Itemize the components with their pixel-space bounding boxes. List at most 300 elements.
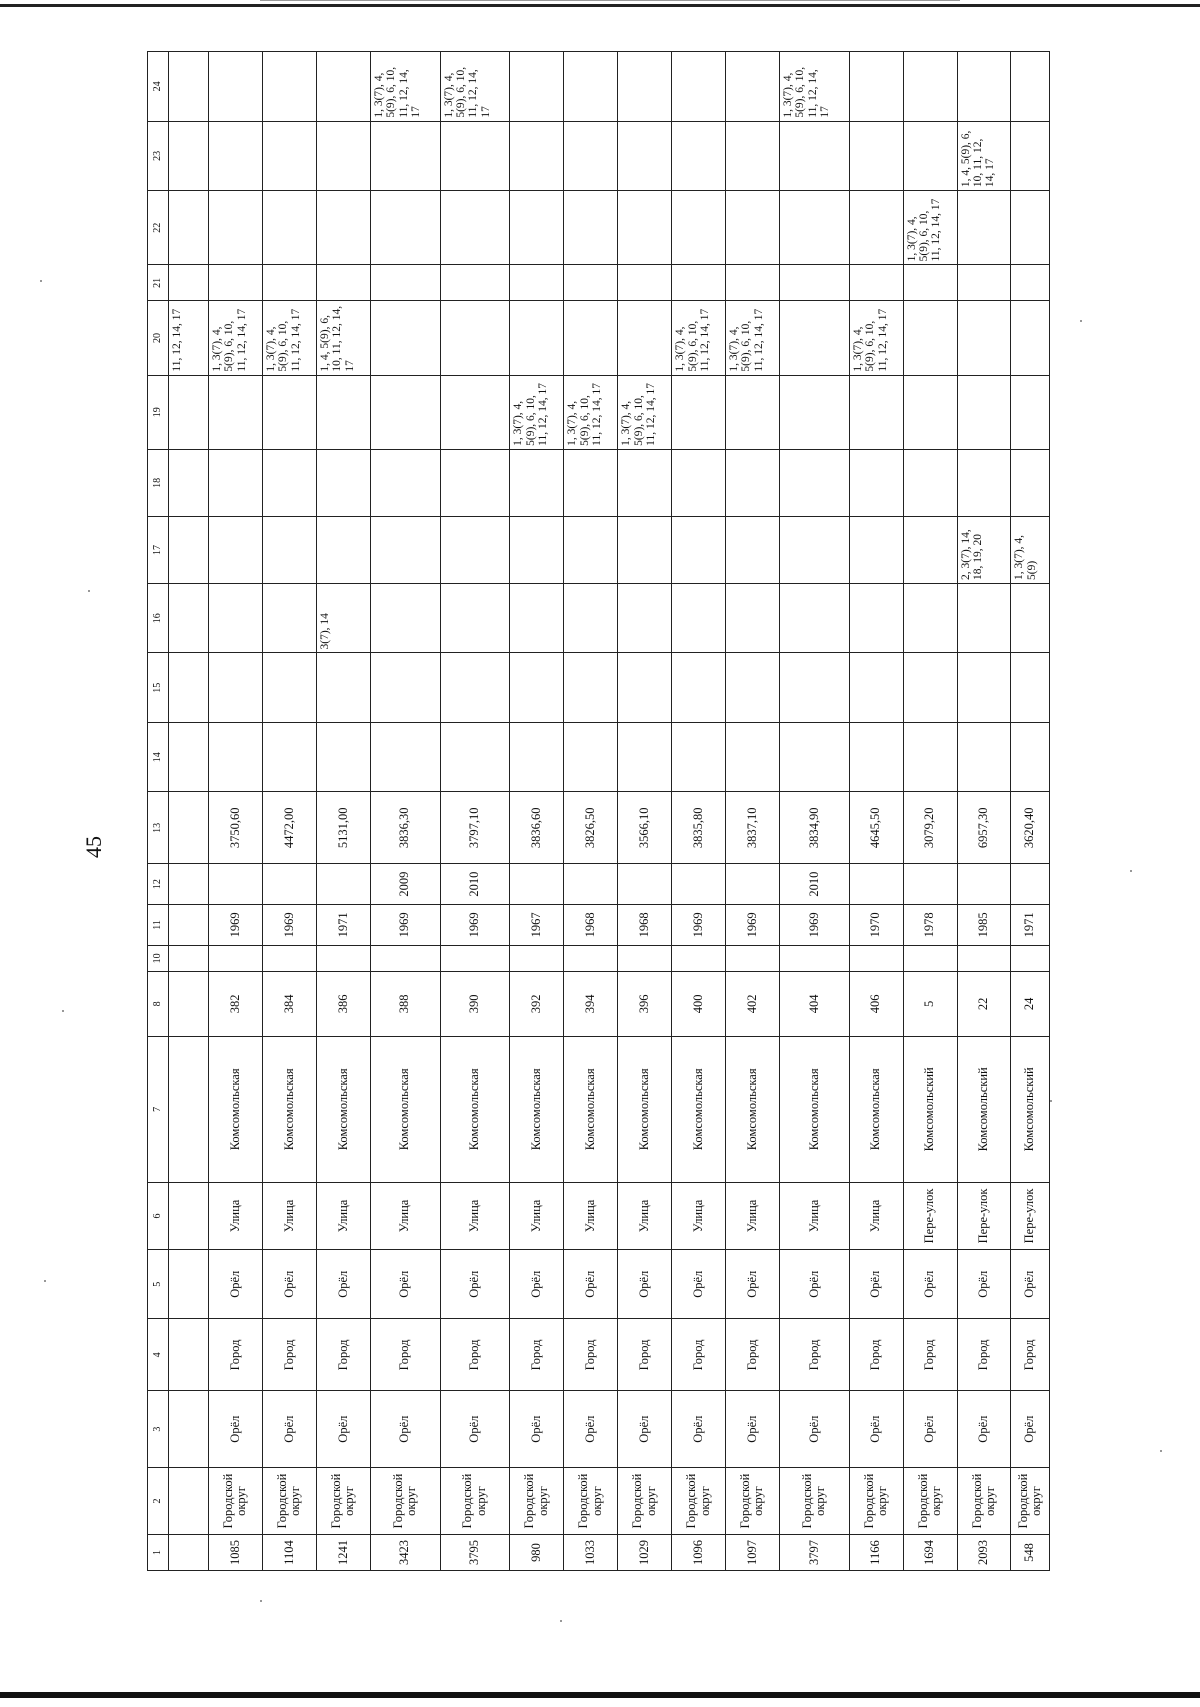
table-cell: 3836,30 [370,792,440,864]
table-cell [169,121,209,190]
table-cell [262,722,316,791]
table-cell [440,375,510,449]
table-cell [726,265,780,301]
table-cell: Город [262,1319,316,1391]
table-cell [169,792,209,864]
table-cell [262,864,316,905]
table-cell: 396 [618,972,672,1037]
table-cell: 1, 3(7), 4, 5(9), 6, 10, 11, 12, 14, 17 [903,191,957,265]
column-number-header: 21 [148,265,169,301]
table-row [672,52,726,1571]
table-cell [510,121,564,190]
table-cell [618,945,672,971]
table-cell: Орёл [1011,1249,1050,1318]
page-number: 45 [81,836,106,858]
table-cell [169,265,209,301]
table-cell [618,653,672,722]
table-cell: 1, 3(7), 4, 5(9), 6, 10, 11, 12, 14, 17 [849,301,903,375]
table-cell: Орёл [316,1249,370,1318]
table-cell [209,516,263,583]
table-cell [209,52,263,122]
table-cell: Улица [849,1182,903,1249]
table-cell [440,449,510,516]
table-cell [1011,121,1050,190]
table-cell [370,653,440,722]
table-cell: 382 [209,972,263,1037]
table-cell [510,653,564,722]
table-cell [262,191,316,265]
table-cell [169,1535,209,1571]
table-cell [262,121,316,190]
table-cell [849,516,903,583]
table-cell: Улица [779,1182,849,1249]
table-cell [564,191,618,265]
table-cell: 1, 4, 5(9), 6, 10, 11, 12, 14, 17 [316,301,370,375]
table-cell: Орёл [957,1391,1011,1468]
table-cell: Комсомольская [262,1036,316,1182]
table-cell [672,52,726,122]
table-cell [726,375,780,449]
table-cell: Городской округ [903,1467,957,1534]
table-cell [779,653,849,722]
table-cell [370,301,440,375]
table-cell [618,121,672,190]
table-cell [726,945,780,971]
table-cell [316,121,370,190]
table-cell: Орёл [440,1249,510,1318]
table-cell: 1969 [672,905,726,946]
table-cell [903,516,957,583]
table-cell [209,121,263,190]
table-cell: Орёл [672,1249,726,1318]
table-cell [849,52,903,122]
table-cell: Городской округ [849,1467,903,1534]
table-cell [316,52,370,122]
table-cell: 1085 [209,1535,263,1571]
table-cell [564,864,618,905]
table-cell [169,584,209,653]
table-cell: Городской округ [726,1467,780,1534]
table-cell: Улица [440,1182,510,1249]
table-cell [510,945,564,971]
table-row [262,52,316,1571]
table-cell: Улица [726,1182,780,1249]
table-cell [779,449,849,516]
table-cell: Орёл [779,1391,849,1468]
table-cell [726,449,780,516]
scan-speck [1080,320,1082,322]
table-cell [510,191,564,265]
table-cell [779,265,849,301]
table-cell: 3834,90 [779,792,849,864]
table-cell [957,301,1011,375]
table-cell: 1, 3(7), 4, 5(9) [1011,516,1050,583]
table-cell [169,375,209,449]
table-cell [618,52,672,122]
table-cell: Комсомольская [779,1036,849,1182]
column-number-header: 6 [148,1182,169,1249]
table-row [957,52,1011,1571]
table-cell: Город [510,1319,564,1391]
table-cell: 3423 [370,1535,440,1571]
table-cell: 402 [726,972,780,1037]
table-cell: Комсомольская [672,1036,726,1182]
table-cell: Комсомольская [316,1036,370,1182]
table-row [618,52,672,1571]
table-cell: 394 [564,972,618,1037]
table-cell [370,945,440,971]
table-cell [849,584,903,653]
table-row [510,52,564,1571]
table-cell [169,1182,209,1249]
table-cell [564,516,618,583]
table-cell [169,449,209,516]
table-cell: 1978 [903,905,957,946]
table-cell [262,265,316,301]
table-cell: 3566,10 [618,792,672,864]
scan-speck [40,280,42,282]
table-cell [169,972,209,1037]
table-cell [957,449,1011,516]
table-cell: 5131,00 [316,792,370,864]
rotated-table-wrapper [147,51,1050,1571]
table-cell: 3826,50 [564,792,618,864]
table-cell: 1969 [440,905,510,946]
table-cell [564,121,618,190]
table-cell [903,375,957,449]
table-cell [440,516,510,583]
column-number-header: 10 [148,945,169,971]
table-cell [849,653,903,722]
table-cell: 1, 3(7), 4, 5(9), 6, 10, 11, 12, 14, 17 [440,52,510,122]
table-cell [316,945,370,971]
table-cell: Город [672,1319,726,1391]
table-cell [564,52,618,122]
table-cell: 1, 3(7), 4, 5(9), 6, 10, 11, 12, 14, 17 [564,375,618,449]
table-cell: 1, 3(7), 4, 5(9), 6, 10, 11, 12, 14, 17 [672,301,726,375]
column-number-header: 3 [148,1391,169,1468]
table-cell: Улица [316,1182,370,1249]
table-cell [169,191,209,265]
table-cell [726,584,780,653]
scan-speck [1130,870,1132,872]
table-cell: Орёл [618,1249,672,1318]
table-cell [370,722,440,791]
table-cell [618,265,672,301]
table-cell [316,864,370,905]
table-cell [672,653,726,722]
table-cell: 1969 [209,905,263,946]
table-cell [440,722,510,791]
table-cell: 3837,10 [726,792,780,864]
table-cell: 24 [1011,972,1050,1037]
table-cell: Город [1011,1319,1050,1391]
table-cell: 1029 [618,1535,672,1571]
table-cell: Пере-улок [1011,1182,1050,1249]
table-cell: Городской округ [672,1467,726,1534]
table-cell [169,722,209,791]
table-cell [262,375,316,449]
table-cell [209,864,263,905]
table-cell: Орёл [1011,1391,1050,1468]
table-cell: Орёл [564,1249,618,1318]
table-cell [672,945,726,971]
table-cell: Комсомольская [510,1036,564,1182]
table-cell [779,516,849,583]
table-cell [440,121,510,190]
table-cell: 4645,50 [849,792,903,864]
table-cell [169,516,209,583]
table-cell: Город [316,1319,370,1391]
scan-speck [1160,1450,1162,1452]
column-number-header: 5 [148,1249,169,1318]
table-cell: Городской округ [1011,1467,1050,1534]
table-cell: 384 [262,972,316,1037]
table-cell [672,191,726,265]
table-cell [957,375,1011,449]
table-cell: Городской округ [618,1467,672,1534]
table-cell [370,191,440,265]
table-cell: 1968 [618,905,672,946]
table-cell [726,653,780,722]
table-cell [510,449,564,516]
table-cell: Городской округ [440,1467,510,1534]
table-cell [209,265,263,301]
table-cell: Орёл [903,1249,957,1318]
table-cell [957,653,1011,722]
table-cell: 548 [1011,1535,1050,1571]
column-number-header: 13 [148,792,169,864]
table-cell: 2010 [440,864,510,905]
table-cell: Орёл [618,1391,672,1468]
table-cell: Город [370,1319,440,1391]
scan-bottom-border [0,1692,1200,1698]
scan-speck [260,1600,262,1602]
table-cell [903,265,957,301]
table-cell: 1971 [1011,905,1050,946]
table-cell: 1104 [262,1535,316,1571]
table-cell [726,722,780,791]
table-cell [262,52,316,122]
table-cell [440,945,510,971]
table-cell [779,945,849,971]
table-cell: 1, 3(7), 4, 5(9), 6, 10, 11, 12, 14, 17 [618,375,672,449]
table-cell: 1969 [726,905,780,946]
table-cell: 1, 3(7), 4, 5(9), 6, 10, 11, 12, 14, 17 [370,52,440,122]
table-cell [903,653,957,722]
table-cell: Городской округ [564,1467,618,1534]
table-cell: 2, 3(7), 14, 18, 19, 20 [957,516,1011,583]
table-cell [262,945,316,971]
table-cell: Орёл [262,1391,316,1468]
table-cell [1011,265,1050,301]
table-cell: Комсомольский [957,1036,1011,1182]
table-cell [370,449,440,516]
table-cell [957,864,1011,905]
table-cell: Комсомольская [849,1036,903,1182]
table-cell [726,516,780,583]
table-cell [510,864,564,905]
table-cell: Город [779,1319,849,1391]
table-cell: Орёл [209,1391,263,1468]
table-cell: Город [209,1319,263,1391]
table-cell [726,191,780,265]
table-cell [726,121,780,190]
table-row [564,52,618,1571]
table-cell [779,375,849,449]
table-cell: Город [726,1319,780,1391]
table-cell: 1, 4, 5(9), 6, 10, 11, 12, 14, 17 [957,121,1011,190]
table-cell [370,375,440,449]
table-cell: 3(7), 14 [316,584,370,653]
table-cell [903,584,957,653]
table-cell [564,265,618,301]
table-cell [316,516,370,583]
table-cell [849,191,903,265]
table-cell [779,191,849,265]
table-cell: Город [903,1319,957,1391]
table-cell: Орёл [510,1249,564,1318]
table-cell [957,722,1011,791]
table-cell: Орёл [957,1249,1011,1318]
column-number-header: 2 [148,1467,169,1534]
table-cell: 2009 [370,864,440,905]
table-cell: Улица [618,1182,672,1249]
table-cell [779,584,849,653]
table-cell: Городской округ [316,1467,370,1534]
table-cell: Городской округ [370,1467,440,1534]
table-cell [957,265,1011,301]
table-cell: Орёл [903,1391,957,1468]
table-cell [370,584,440,653]
table-cell [440,653,510,722]
column-number-header: 18 [148,449,169,516]
table-cell [316,653,370,722]
table-cell [370,265,440,301]
table-cell [672,516,726,583]
table-cell: 1096 [672,1535,726,1571]
table-cell [440,265,510,301]
table-cell: 1033 [564,1535,618,1571]
table-cell [564,584,618,653]
table-cell [209,653,263,722]
table-cell: 1985 [957,905,1011,946]
table-cell [440,301,510,375]
table-cell: Комсомольская [618,1036,672,1182]
table-cell [209,584,263,653]
table-cell [316,191,370,265]
table-cell [618,449,672,516]
table-cell: 1971 [316,905,370,946]
table-cell: Орёл [209,1249,263,1318]
scan-top-line [260,0,960,1]
table-cell: 980 [510,1535,564,1571]
table-cell: Орёл [672,1391,726,1468]
table-cell: Городской округ [262,1467,316,1534]
table-cell [1011,375,1050,449]
table-cell [1011,653,1050,722]
table-cell: Комсомольская [209,1036,263,1182]
table-cell [262,584,316,653]
table-cell [169,1036,209,1182]
table-cell: 3835,80 [672,792,726,864]
table-cell [1011,52,1050,122]
table-cell [209,191,263,265]
table-cell [510,584,564,653]
table-cell [169,1467,209,1534]
column-number-header: 16 [148,584,169,653]
table-cell: 22 [957,972,1011,1037]
table-cell [169,864,209,905]
scan-speck [44,1280,46,1282]
table-cell: Комсомольская [440,1036,510,1182]
column-number-header: 17 [148,516,169,583]
table-cell [262,449,316,516]
table-cell [849,722,903,791]
table-cell [440,191,510,265]
table-cell [440,584,510,653]
table-cell: Орёл [726,1391,780,1468]
table-cell: Орёл [849,1391,903,1468]
table-cell [957,584,1011,653]
scan-top-border [0,4,1200,7]
column-number-header: 8 [148,972,169,1037]
table-cell: Комсомольский [903,1036,957,1182]
table-cell [209,722,263,791]
table-cell: 4472,00 [262,792,316,864]
table-cell [564,722,618,791]
column-number-header: 19 [148,375,169,449]
table-cell: Улица [262,1182,316,1249]
table-cell: 3079,20 [903,792,957,864]
table-cell [510,52,564,122]
table-cell [564,653,618,722]
table-cell: 1, 3(7), 4, 5(9), 6, 10, 11, 12, 14, 17 [510,375,564,449]
column-number-header: 22 [148,191,169,265]
table-cell: Городской округ [957,1467,1011,1534]
table-cell [957,52,1011,122]
table-row [903,52,957,1571]
table-cell: Пере-улок [957,1182,1011,1249]
table-cell [849,375,903,449]
table-cell: 1967 [510,905,564,946]
table-cell: Улица [672,1182,726,1249]
table-cell [726,52,780,122]
table-cell: Городской округ [510,1467,564,1534]
table-cell: Улица [370,1182,440,1249]
table-cell [262,653,316,722]
table-cell [672,375,726,449]
table-cell [316,449,370,516]
table-cell [169,905,209,946]
table-cell [209,375,263,449]
table-cell [1011,191,1050,265]
table-cell [903,449,957,516]
table-cell: 3750,60 [209,792,263,864]
table-cell: 1970 [849,905,903,946]
table-cell: Комсомольская [564,1036,618,1182]
table-cell [370,121,440,190]
column-number-header: 1 [148,1535,169,1571]
table-cell: 1, 3(7), 4, 5(9), 6, 10, 11, 12, 14, 17 [209,301,263,375]
table-cell [672,864,726,905]
table-cell [957,945,1011,971]
table-cell [510,265,564,301]
table-cell [849,121,903,190]
table-cell: 388 [370,972,440,1037]
table-cell [1011,864,1050,905]
table-cell: 3797,10 [440,792,510,864]
